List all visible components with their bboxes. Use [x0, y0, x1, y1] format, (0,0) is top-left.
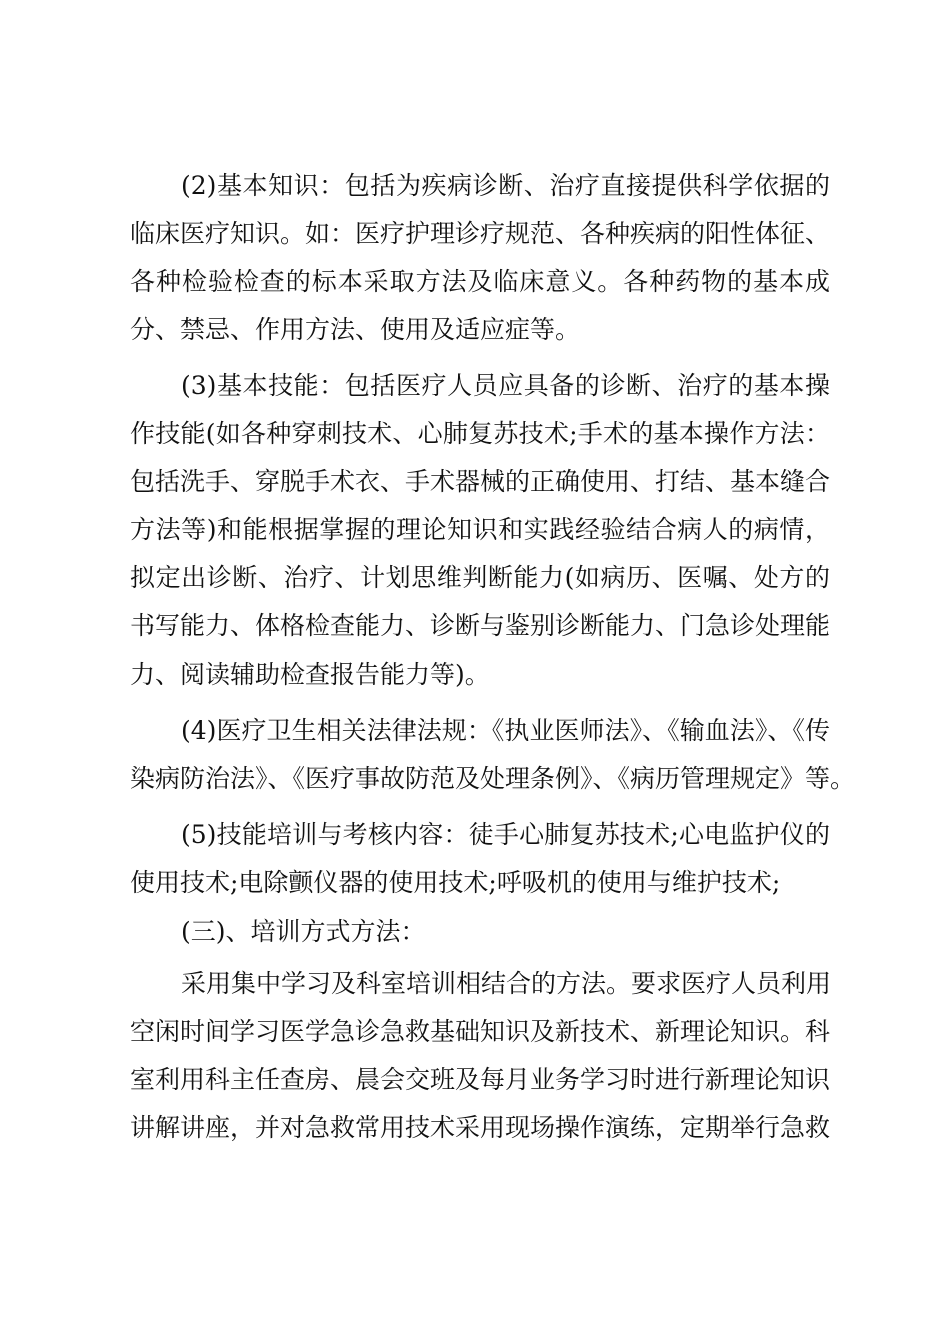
- text-line: 方法等)和能根据掌握的理论知识和实践经验结合病人的病情，: [130, 515, 830, 544]
- text-line: 分、禁忌、作用方法、使用及适应症等。: [130, 315, 581, 344]
- text-line: 临床医疗知识。如：医疗护理诊疗规范、各种疾病的阳性体征、: [130, 219, 831, 248]
- text-line: (4)医疗卫生相关法律法规：《执业医师法》、《输血法》、《传: [181, 716, 830, 745]
- text-line: 包括洗手、穿脱手术衣、手术器械的正确使用、打结、基本缝合: [130, 467, 831, 496]
- text-line: (3)基本技能：包括医疗人员应具备的诊断、治疗的基本操: [181, 371, 830, 400]
- text-line: (5)技能培训与考核内容：徒手心肺复苏技术;心电监护仪的: [181, 820, 830, 849]
- text-line: 讲解讲座，并对急救常用技术采用现场操作演练，定期举行急救: [130, 1113, 831, 1142]
- text-line: 室利用科主任查房、晨会交班及每月业务学习时进行新理论知识: [130, 1065, 831, 1094]
- text-line: 拟定出诊断、治疗、计划思维判断能力(如病历、医嘱、处方的: [130, 563, 830, 592]
- text-line: 采用集中学习及科室培训相结合的方法。要求医疗人员利用: [181, 969, 832, 998]
- text-line: 各种检验检查的标本采取方法及临床意义。各种药物的基本成: [130, 267, 830, 296]
- text-line: 力、阅读辅助检查报告能力等)。: [130, 660, 490, 689]
- text-line: 染病防治法》、《医疗事故防范及处理条例》、《病历管理规定》等。: [130, 764, 856, 793]
- text-line: 书写能力、体格检查能力、诊断与鉴别诊断能力、门急诊处理能: [130, 611, 831, 640]
- section-heading: (三)、培训方式方法：: [181, 917, 426, 946]
- text-line: 作技能(如各种穿刺技术、心肺复苏技术;手术的基本操作方法：: [130, 419, 830, 448]
- text-line: 空闲时间学习医学急诊急救基础知识及新技术、新理论知识。科: [130, 1017, 831, 1046]
- text-line: 使用技术;电除颤仪器的使用技术;呼吸机的使用与维护技术;: [130, 868, 781, 897]
- text-line: (2)基本知识：包括为疾病诊断、治疗直接提供科学依据的: [181, 171, 830, 200]
